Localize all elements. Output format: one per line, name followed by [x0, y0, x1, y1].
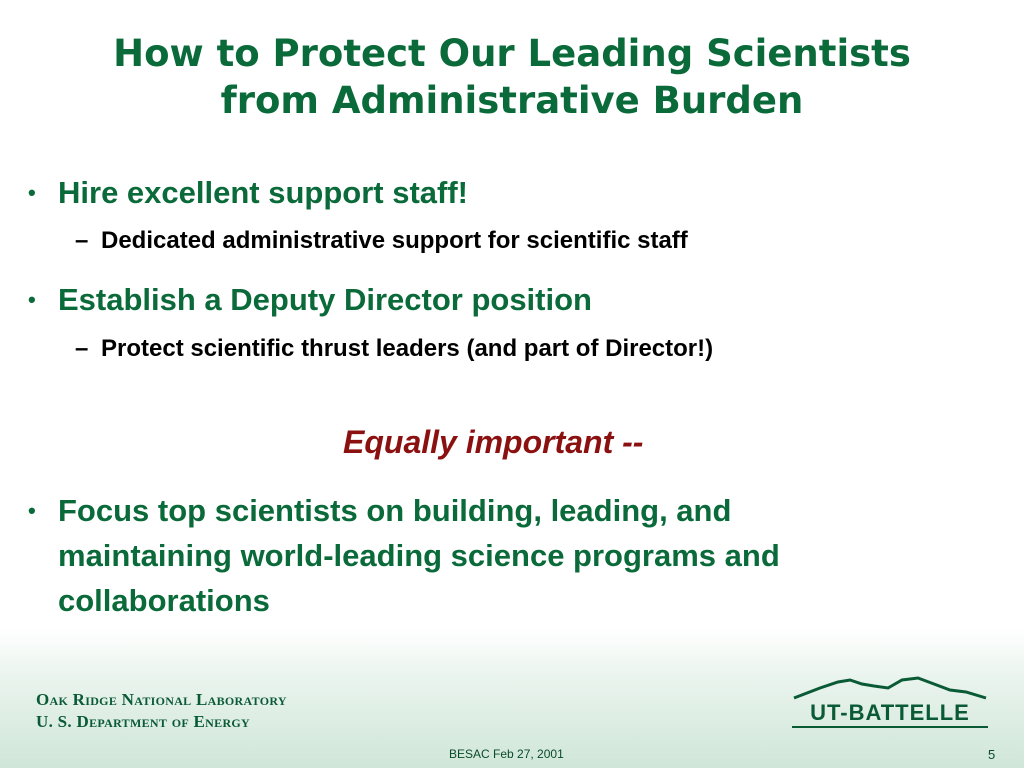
- sub-bullet-dash: –: [75, 227, 89, 254]
- bullet-3: [28, 488, 780, 623]
- emphasis-text: Equally important --: [343, 424, 644, 460]
- bullet-2: [28, 277, 592, 322]
- footer-center-text: BESAC Feb 27, 2001: [449, 747, 564, 761]
- sub-bullet-1-text: Dedicated administrative support for scientific staff: [101, 227, 688, 254]
- org-line-1: Oak Ridge National Laboratory: [36, 690, 287, 709]
- bullet-dot: •: [28, 498, 36, 523]
- sub-bullet-dash: –: [75, 335, 89, 362]
- ornl-wordmark: [36, 689, 287, 733]
- sub-bullet-2: [75, 334, 713, 364]
- logo-text: UT-BATTELLE: [810, 700, 970, 725]
- logo-underline: [792, 726, 988, 728]
- title-line-2: from Administrative Burden: [220, 79, 804, 122]
- slide-title: [30, 30, 994, 124]
- bullet-3-line-2: maintaining world-leading science programs and: [58, 538, 780, 573]
- bullet-3-line-3: collaborations: [58, 583, 270, 618]
- sub-bullet-2-text: Protect scientific thrust leaders (and part of Director!): [101, 335, 714, 362]
- org-line-2: U. S. Department of Energy: [36, 712, 251, 731]
- bullet-2-text: Establish a Deputy Director position: [58, 282, 592, 317]
- bullet-3-text: [58, 488, 780, 623]
- bullet-1-text: Hire excellent support staff!: [58, 175, 468, 210]
- bullet-dot: •: [28, 287, 36, 312]
- bullet-3-line-1: Focus top scientists on building, leading, and: [58, 493, 732, 528]
- page-number: 5: [988, 747, 996, 762]
- title-line-1: How to Protect Our Leading Scientists: [113, 32, 911, 75]
- bullet-dot: •: [28, 180, 36, 205]
- sub-bullet-1: [75, 226, 688, 256]
- bullet-1: [28, 170, 468, 215]
